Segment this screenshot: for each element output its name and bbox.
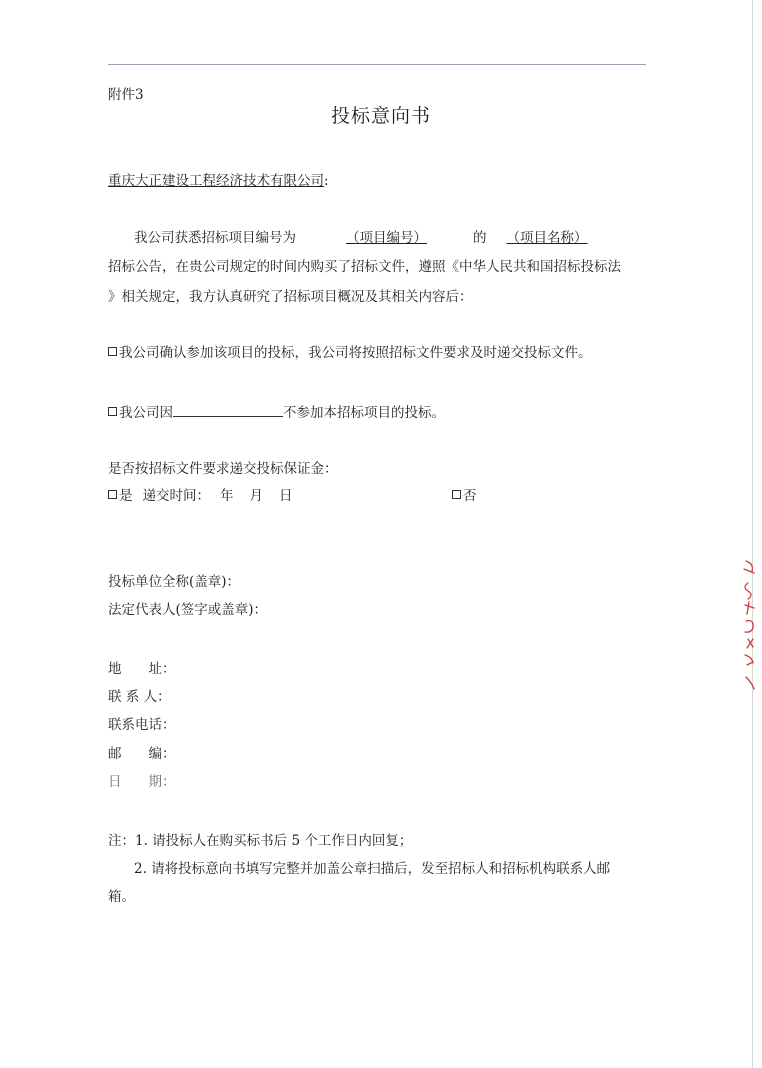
submit-time-label: 递交时间： — [142, 488, 210, 504]
intro-line-2: 招标公告，在贵公司规定的时间内购买了招标文件，遵照《中华人民共和国招标投标法 — [108, 259, 621, 275]
deposit-no-checkbox[interactable] — [452, 490, 461, 499]
note-line-2: 2. 请将投标意向书填写完整并加盖公章扫描后，发至招标人和招标机构联系人邮 — [134, 861, 611, 877]
deposit-yes-row — [108, 487, 293, 505]
project-name-field[interactable] — [487, 230, 588, 246]
phone-label: 联系电话： — [108, 717, 176, 733]
date-label: 日 期： — [108, 774, 176, 790]
intro-line-3: 》相关规定，我方认真研究了招标项目概况及其相关内容后： — [108, 289, 473, 305]
intro-middle: 的 — [473, 230, 487, 246]
decline-reason-field[interactable] — [173, 402, 283, 417]
intro-line-1 — [134, 229, 588, 247]
decline-checkbox[interactable] — [108, 407, 117, 416]
intro-lead: 我公司获悉招标项目编号为 — [134, 230, 296, 246]
document-title: 投标意向书 — [330, 105, 431, 127]
page-edge — [752, 0, 753, 1068]
month-label: 月 — [249, 488, 263, 504]
address-label: 地 址： — [108, 661, 176, 677]
project-name-placeholder: （项目名称） — [506, 230, 588, 246]
addressee — [108, 172, 329, 190]
addressee-company: 重庆大正建设工程经济技术有限公司 — [108, 173, 324, 189]
note-line-3: 箱。 — [108, 889, 135, 905]
contact-person-label: 联 系 人： — [108, 689, 171, 705]
year-label: 年 — [220, 488, 234, 504]
addressee-colon: : — [324, 173, 329, 189]
option-participate — [108, 344, 592, 362]
deposit-no-row — [452, 487, 477, 505]
deposit-yes-checkbox[interactable] — [108, 490, 117, 499]
decline-prefix: 我公司因 — [119, 405, 173, 421]
note-line-1: 注：1. 请投标人在购买标书后 5 个工作日内回复； — [108, 833, 413, 849]
top-rule — [108, 64, 646, 65]
postcode-label: 邮 编： — [108, 746, 176, 762]
option-decline — [108, 402, 445, 422]
annex-label: 附件3 — [108, 87, 144, 103]
project-number-field[interactable] — [296, 230, 473, 246]
bidder-name-label: 投标单位全称(盖章)： — [108, 574, 241, 590]
participate-text: 我公司确认参加该项目的投标，我公司将按照招标文件要求及时递交投标文件。 — [119, 345, 592, 361]
day-label: 日 — [279, 488, 293, 504]
legal-representative-label: 法定代表人(签字或盖章)： — [108, 602, 268, 618]
deposit-yes-label: 是 — [119, 488, 133, 504]
deposit-question: 是否按招标文件要求递交投标保证金： — [108, 461, 338, 477]
seal-stamp-edge — [726, 555, 762, 695]
project-number-placeholder: （项目编号） — [346, 230, 427, 246]
decline-suffix: 不参加本招标项目的投标。 — [283, 405, 445, 421]
deposit-no-label: 否 — [463, 488, 477, 504]
participate-checkbox[interactable] — [108, 347, 117, 356]
